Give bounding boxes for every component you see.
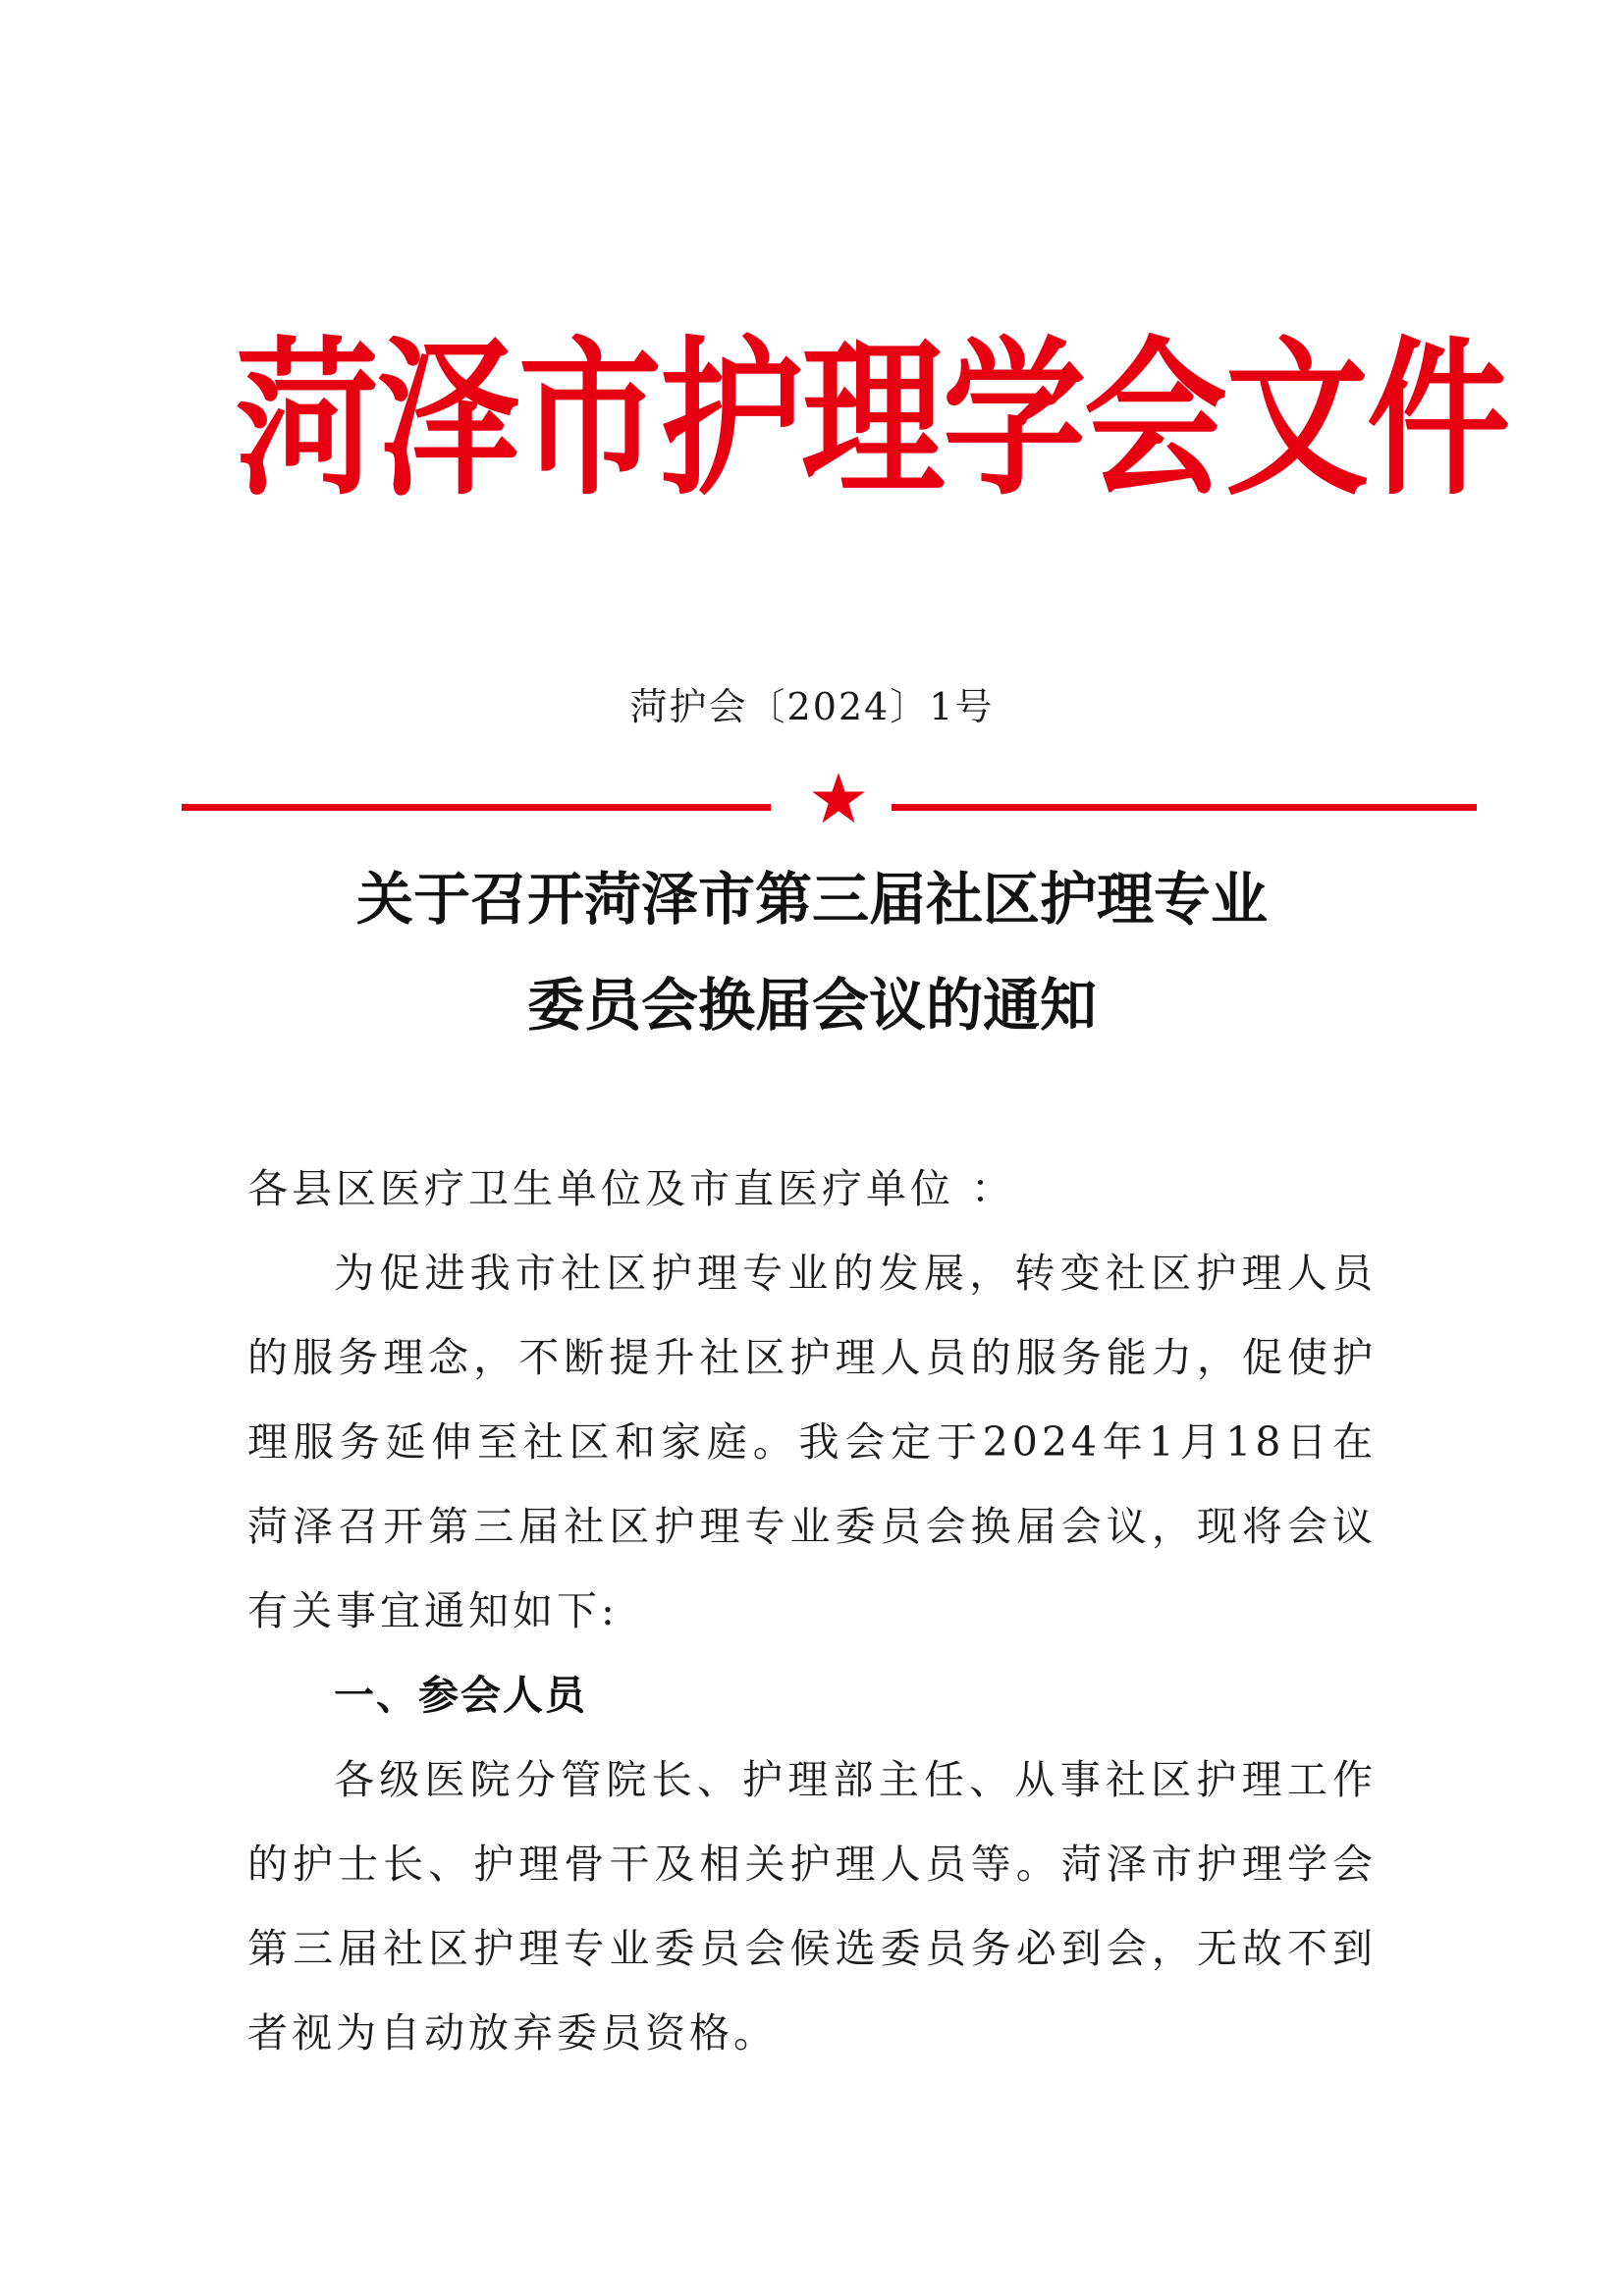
document-number: 菏护会〔2024〕1号 xyxy=(629,685,995,728)
red-divider-left xyxy=(182,804,771,811)
notice-body xyxy=(247,1147,1377,2075)
attendees-paragraph: 各级医院分管院长、护理部主任、从事社区护理工作的护士长、护理骨干及相关护理人员等。菏泽市护理学会第三届社区护理专业委员会候选委员务必到会，无故不到者视为自动放弃委员资格。 xyxy=(247,1756,1377,2056)
section-heading-attendees: 一、参会人员 xyxy=(334,1672,587,1719)
star-shape xyxy=(812,773,865,823)
masthead-title: 菏泽市护理学会文件 xyxy=(236,321,1508,519)
intro-paragraph: 为促进我市社区护理专业的发展，转变社区护理人员的服务理念，不断提升社区护理人员的服务能力，促使护理服务延伸至社区和家庭。我会定于2024年1月18日在菏泽召开第三届社区护理专业委员会换届会议，现将会议有关事宜通知如下: xyxy=(247,1250,1377,1634)
star-icon xyxy=(811,772,866,825)
red-divider-right xyxy=(892,804,1477,811)
salutation: 各县区医疗卫生单位及市直医疗单位 ： xyxy=(247,1165,1016,1212)
notice-title-line-1: 关于召开菏泽市第三届社区护理专业 xyxy=(355,866,1268,933)
notice-title-line-2: 委员会换届会议的通知 xyxy=(526,972,1097,1039)
